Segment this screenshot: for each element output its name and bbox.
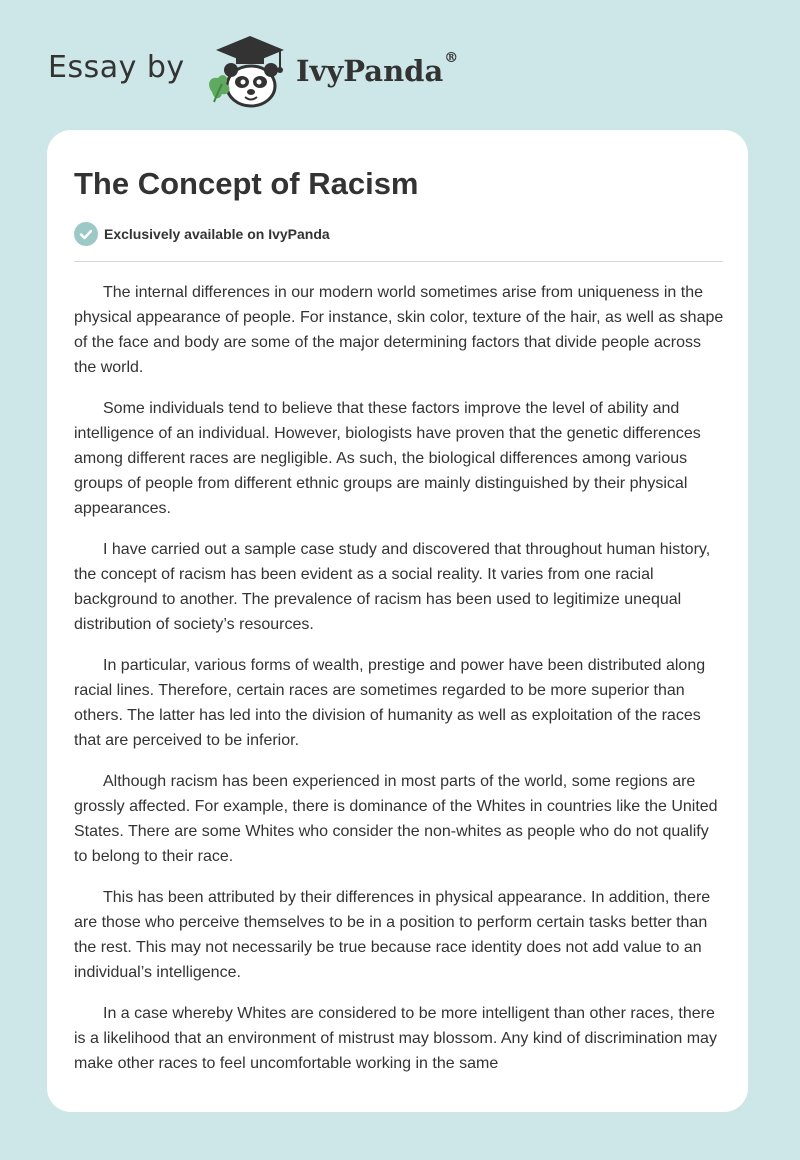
essay-card [47, 130, 748, 1112]
page-title: The Concept of Racism [74, 166, 419, 201]
essay-body [74, 280, 724, 1092]
essay-by-label: Essay by [48, 50, 185, 85]
panda-graduate-icon[interactable] [204, 32, 294, 110]
site-header [48, 30, 508, 110]
essay-paragraph: Although racism has been experienced in most parts of the world, some regions are grossly affected. For example, there is dominance of the Whites in countries like the United States. There are some Whites who consider the non-whites as people who do not qualify to belong to their race. [74, 773, 718, 865]
essay-paragraph: The internal differences in our modern world sometimes arise from uniqueness in the physical appearance of people. For instance, skin color, texture of the hair, as well as shape of the face and body are some of the major determining factors that divide people across the world. [74, 284, 724, 376]
brand-name[interactable] [296, 50, 459, 88]
essay-paragraph: This has been attributed by their differences in physical appearance. In addition, there are those who perceive themselves to be in a position to perform certain tasks better than the rest. This may not necessarily be true because race identity does not add value to an individual’s intelligence. [74, 889, 711, 981]
essay-paragraph: In a case whereby Whites are considered to be more intelligent than other races, there is a likelihood that an environment of mistrust may blossom. Any kind of discrimination may make other races to feel uncomfortable working in the same [74, 1005, 717, 1072]
exclusive-text: Exclusively available on IvyPanda [104, 226, 330, 242]
brand-name-text: IvyPanda [296, 54, 444, 88]
essay-paragraph: Some individuals tend to believe that these factors improve the level of ability and intelligence of an individual. However, biologists have proven that the genetic differences among different races are negligible. As such, the biological differences among various groups of people from different ethnic groups are mainly distinguished by their physical appearances. [74, 400, 701, 517]
exclusive-badge [74, 222, 330, 246]
essay-paragraph: In particular, various forms of wealth, prestige and power have been distributed along racial lines. Therefore, certain races are sometimes regarded to be more superior than others. The latter has led into the division of humanity as well as exploitation of the races that are perceived to be inferior. [74, 657, 706, 749]
check-circle-icon [74, 222, 98, 246]
registered-mark: ® [444, 50, 459, 66]
title-divider [74, 261, 723, 262]
essay-paragraph: I have carried out a sample case study and discovered that throughout human history, the concept of racism has been evident as a social reality. It varies from one racial background to another. The prevalence of racism has been used to legitimize unequal distribution of society’s resources. [74, 541, 711, 633]
